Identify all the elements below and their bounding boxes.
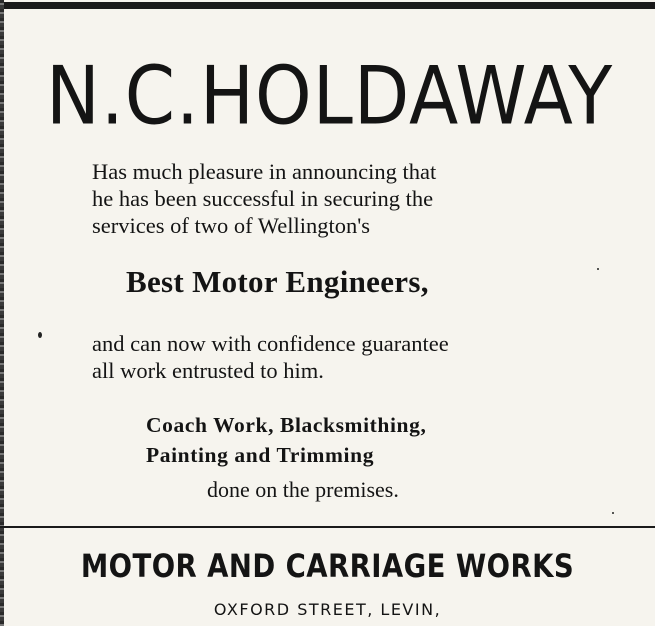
services-line: Painting and Trimming (146, 443, 375, 467)
address: OXFORD STREET, LEVIN, (213, 600, 442, 619)
services-list (146, 410, 566, 470)
guarantee-line: and can now with confidence guarantee (92, 331, 449, 356)
headline: Best Motor Engineers, (126, 264, 429, 299)
left-page-edge (0, 0, 4, 626)
guarantee-paragraph (92, 330, 612, 384)
announcement-paragraph (92, 158, 612, 239)
section-divider (0, 526, 655, 528)
top-border-rule (0, 2, 655, 9)
print-speck (597, 268, 599, 270)
premises-line: done on the premises. (207, 477, 399, 502)
announcement-line: services of two of Wellington's (92, 213, 371, 238)
announcement-line: Has much pleasure in announcing that (92, 159, 437, 184)
announcement-line: he has been successful in securing the (92, 186, 434, 211)
services-line: Coach Work, Blacksmithing, (146, 413, 427, 437)
print-speck (612, 512, 614, 514)
works-title: MOTOR AND CARRIAGE WORKS (80, 547, 575, 585)
guarantee-line: all work entrusted to him. (92, 358, 324, 383)
print-speck (38, 332, 42, 338)
advertiser-name: N.C.HOLDAWAY (46, 48, 614, 143)
